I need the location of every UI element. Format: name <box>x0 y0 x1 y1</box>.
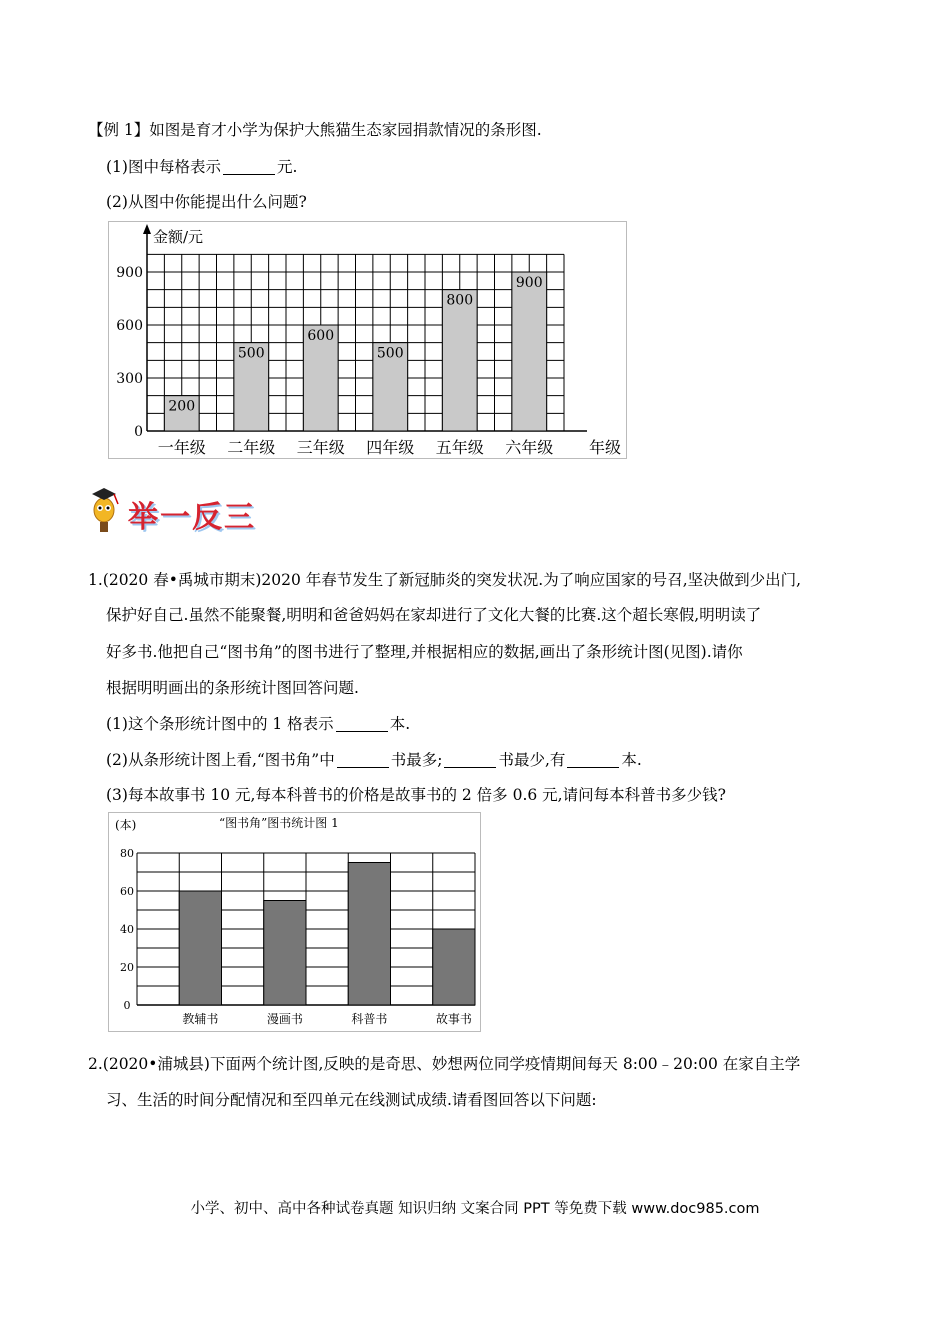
category-label: 四年级 <box>366 438 415 457</box>
y-tick-label: 900 <box>116 265 143 281</box>
donation-bar-chart <box>108 221 627 459</box>
category-label: 五年级 <box>435 438 484 457</box>
y-axis-label: 金额/元 <box>153 228 204 246</box>
example-question-2: (2)从图中你能提出什么问题? <box>106 193 307 211</box>
problem1-line4: 根据明明画出的条形统计图回答问题. <box>106 679 359 697</box>
y-axis-arrow <box>143 224 151 234</box>
bar <box>179 891 221 1005</box>
y-axis-label: (本) <box>115 818 137 832</box>
answer-blank[interactable] <box>336 716 388 733</box>
p1-q2-d: 本. <box>621 751 642 769</box>
y-tick-label: 600 <box>116 318 143 334</box>
p1-q2-a: (2)从条形统计图上看,“图书角”中 <box>106 751 335 769</box>
banner-text: 举一反三 <box>128 500 256 535</box>
y-tick-label: 80 <box>120 847 134 860</box>
problem2-line1: 2.(2020•浦城县)下面两个统计图,反映的是奇思、妙想两位同学疫情期间每天 8:00﹣20:00 在家自主学 <box>88 1055 801 1073</box>
y-tick-label: 300 <box>116 371 143 387</box>
problem1-question-1 <box>106 712 410 734</box>
category-label: 二年级 <box>227 438 276 457</box>
bar <box>512 272 547 431</box>
x-axis-label: 年级 <box>588 438 622 457</box>
donation-chart-svg <box>109 222 626 458</box>
p1-q2-c: 书最少,有 <box>498 751 566 769</box>
data-label: 500 <box>376 345 404 362</box>
category-label: 一年级 <box>157 438 206 457</box>
answer-blank[interactable] <box>567 752 619 769</box>
category-label: 教辅书 <box>182 1012 219 1026</box>
example-q1-suffix: 元. <box>276 158 298 176</box>
data-label: 900 <box>515 275 543 291</box>
section-banner <box>88 478 268 538</box>
category-label: 科普书 <box>351 1012 388 1026</box>
bar <box>348 863 390 1006</box>
example-q1-prefix: (1)图中每格表示 <box>106 158 221 176</box>
answer-blank[interactable] <box>444 752 496 769</box>
category-label: 漫画书 <box>266 1012 303 1026</box>
bar <box>442 290 477 431</box>
data-label: 600 <box>307 328 335 344</box>
bar <box>433 929 475 1005</box>
p1-q2-b: 书最多; <box>390 751 443 769</box>
answer-blank[interactable] <box>223 159 275 176</box>
p1-q1-prefix: (1)这个条形统计图中的 1 格表示 <box>106 715 334 733</box>
problem1-line3: 好多书.他把自己“图书角”的图书进行了整理,并根据相应的数据,画出了条形统计图(见图).请你 <box>106 643 743 661</box>
example-heading: 【例 1】如图是育才小学为保护大熊猫生态家园捐款情况的条形图. <box>88 121 542 139</box>
problem1-question-2 <box>106 748 642 770</box>
y-tick-label: 20 <box>120 961 134 974</box>
p1-q1-suffix: 本. <box>389 715 411 733</box>
y-tick-label: 0 <box>123 999 131 1012</box>
page-footer: 小学、初中、高中各种试卷真题 知识归纳 文案合同 PPT 等免费下载 www.doc985.com <box>190 1201 760 1217</box>
y-tick-label: 60 <box>120 885 134 898</box>
problem1-line2: 保护好自己.虽然不能聚餐,明明和爸爸妈妈在家却进行了文化大餐的比赛.这个超长寒假,明明读了 <box>106 606 762 624</box>
category-label: 六年级 <box>505 438 554 457</box>
category-label: 故事书 <box>435 1012 472 1026</box>
problem1-question-3: (3)每本故事书 10 元,每本科普书的价格是故事书的 2 倍多 0.6 元,请问每本科普书多少钱? <box>106 786 726 804</box>
problem1-line1: 1.(2020 春•禹城市期末)2020 年春节发生了新冠肺炎的突发状况.为了响应国家的号召,坚决做到少出门, <box>88 571 802 589</box>
y-tick-label: 40 <box>120 923 134 936</box>
book-chart-svg <box>109 813 480 1031</box>
data-label: 500 <box>237 345 265 362</box>
data-label: 800 <box>446 292 474 309</box>
chart-title: “图书角”图书统计图 1 <box>219 816 339 830</box>
problem2-line2: 习、生活的时间分配情况和至四单元在线测试成绩.请看图回答以下问题: <box>106 1091 597 1109</box>
example-question-1 <box>106 155 297 177</box>
data-label: 200 <box>168 398 196 415</box>
category-label: 三年级 <box>296 438 345 457</box>
bar <box>264 901 306 1006</box>
answer-blank[interactable] <box>337 752 389 769</box>
y-tick-label: 0 <box>134 424 143 440</box>
book-corner-bar-chart <box>108 812 481 1032</box>
